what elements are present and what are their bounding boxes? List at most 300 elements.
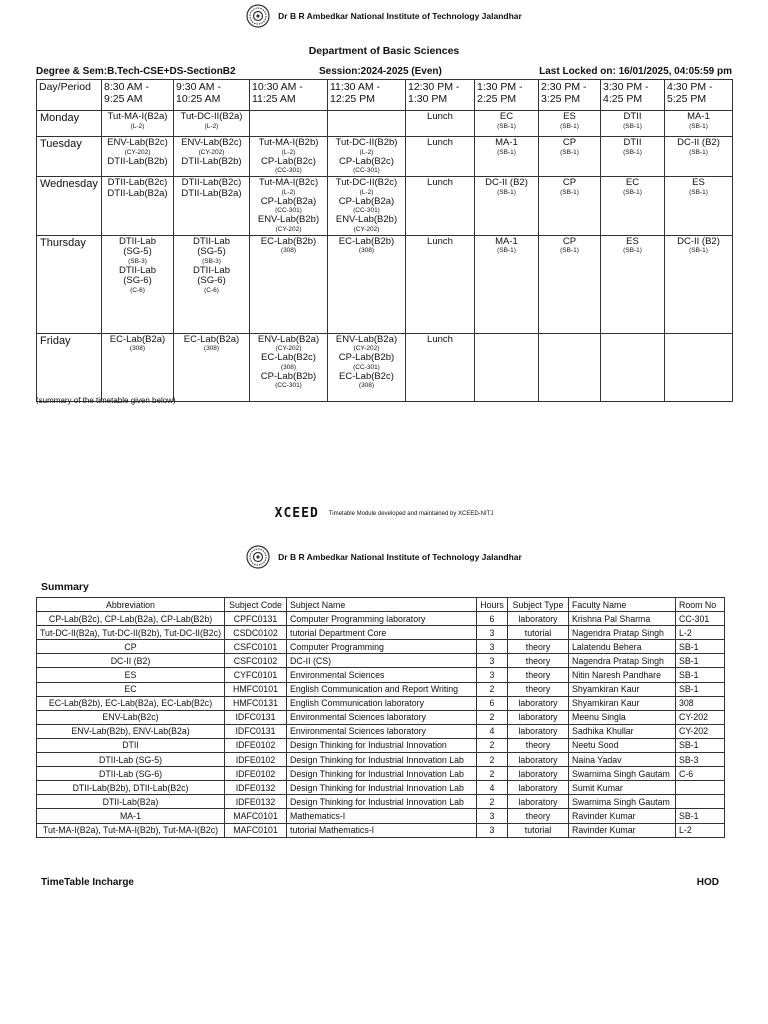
summary-cell: 3 [477,654,508,668]
day-label: Thursday [37,235,102,333]
summary-cell: SB-1 [676,738,725,752]
summary-cell: SB-1 [676,654,725,668]
summary-cell: Environmental Sciences laboratory [287,724,477,738]
room-label: (308) [358,382,375,389]
course-entry: ES [626,235,639,247]
summary-cell: DTII-Lab(B2b), DTII-Lab(B2c) [37,781,225,795]
room-label: (CC-301) [353,207,380,214]
summary-row [37,823,725,837]
summary-cell: CP [37,640,225,654]
summary-cell: CPFC0131 [225,612,287,626]
summary-cell: SB-1 [676,682,725,696]
summary-column-header: Subject Type [508,598,569,612]
course-entry: EC-Lab(B2c) [339,370,394,382]
course-entry: Tut-DC-II(B2a) [180,111,243,122]
room-label: (SB-3) [128,257,147,265]
room-label: (L-2) [359,188,374,196]
summary-column-header: Faculty Name [569,598,676,612]
lunch-label: Lunch [427,235,453,247]
summary-cell: tutorial [508,823,569,837]
period-header-line: 1:30 PM - [477,81,523,93]
summary-row [37,795,725,809]
period-header [328,80,406,111]
summary-cell: IDFC0131 [225,724,287,738]
summary-cell: ENV-Lab(B2c) [37,710,225,724]
summary-cell: MAFC0101 [225,823,287,837]
course-entry: DTII-Lab(B2a) [107,187,168,199]
room-label: (CC-301) [353,167,380,174]
summary-cell: laboratory [508,696,569,710]
institute-name: Dr B R Ambedkar National Institute of Technology Jalandhar [278,11,522,21]
timetable-cell [601,235,665,333]
summary-cell: theory [508,668,569,682]
period-header [406,80,475,111]
summary-cell: Tut-MA-I(B2a), Tut-MA-I(B2b), Tut-MA-I(B2c) [37,823,225,837]
timetable-cell [406,137,475,177]
period-header-line: Day/Period [39,81,91,93]
room-label: (CC-301) [275,382,302,389]
institute-header-2 [0,545,768,569]
summary-cell: 2 [477,738,508,752]
timetable-cell [250,111,328,137]
timetable-cell [102,333,174,401]
course-entry: EC-Lab(B2a) [183,333,240,345]
summary-column-header: Hours [477,598,508,612]
summary-cell: Lalatendu Behera [569,640,676,654]
summary-cell: English Communication and Report Writing [287,682,477,696]
room-label: (CY-202) [275,225,302,233]
summary-cell: CYFC0101 [225,668,287,682]
room-label: (L-2) [281,148,296,156]
summary-cell: Sumit Kumar [569,781,676,795]
summary-cell: ENV-Lab(B2b), ENV-Lab(B2a) [37,724,225,738]
summary-row [37,668,725,682]
timetable-cell [406,111,475,137]
period-header [601,80,665,111]
summary-cell: DTII [37,738,225,752]
period-header-line: 9:30 AM - [176,81,221,93]
room-label: (SB-1) [623,122,642,130]
summary-cell: SB-1 [676,668,725,682]
room-label: (SB-1) [623,247,642,254]
timetable-cell [665,333,733,401]
summary-row [37,767,725,781]
timetable-cell [539,177,601,236]
summary-column-header: Subject Code [225,598,287,612]
institute-seal-icon [246,545,270,569]
summary-cell: laboratory [508,795,569,809]
period-header-line: 8:30 AM - [104,81,149,93]
summary-column-header: Subject Name [287,598,477,612]
period-header-line: 11:25 AM [252,93,296,105]
timetable-cell [665,111,733,137]
timetable-header-row [37,80,733,111]
course-entry: ES [563,111,576,122]
timetable-cell [665,235,733,333]
summary-cell: CSDC0102 [225,626,287,640]
room-label: (SB-1) [560,247,579,254]
course-entry: DTII-Lab(B2c) [107,177,168,188]
period-header [174,80,250,111]
course-entry: EC-Lab(B2b) [260,235,317,247]
hod-label: HOD [696,877,719,888]
summary-cell: laboratory [508,612,569,626]
course-entry: MA-1 [687,111,710,122]
summary-cell: theory [508,738,569,752]
timetable-cell [174,137,250,177]
period-header [102,80,174,111]
timetable-cell [601,111,665,137]
period-header [37,80,102,111]
course-entry: DTII-Lab(B2b) [107,155,168,167]
period-header-line: 10:30 AM - [252,81,303,93]
summary-row [37,640,725,654]
summary-cell: 3 [477,640,508,654]
course-entry: EC-Lab(B2b) [338,235,395,247]
course-entry: DC-II (B2) [485,177,528,188]
summary-cell: 3 [477,823,508,837]
summary-cell: EC-Lab(B2b), EC-Lab(B2a), EC-Lab(B2c) [37,696,225,710]
summary-cell: theory [508,682,569,696]
summary-cell: MA-1 [37,809,225,823]
course-entry: EC [625,177,640,188]
summary-row [37,710,725,724]
timetable-cell [250,235,328,333]
summary-cell: C-6 [676,767,725,781]
room-label: (SB-1) [497,188,516,196]
summary-cell: Naina Yadav [569,753,676,767]
course-entry: (SG-6) [197,275,226,286]
course-entry: DTII-Lab [193,264,230,276]
room-label: (SB-1) [689,122,708,130]
summary-cell: 2 [477,682,508,696]
room-label: (L-2) [281,188,296,196]
summary-cell: laboratory [508,724,569,738]
room-label: (CC-301) [353,363,380,371]
room-label: (SB-1) [497,247,516,254]
summary-cell: IDFE0132 [225,781,287,795]
summary-cell: 6 [477,612,508,626]
room-label: (C-6) [204,286,219,294]
summary-cell: SB-1 [676,640,725,654]
summary-cell: ES [37,668,225,682]
summary-cell: Neetu Sood [569,738,676,752]
summary-title: Summary [41,581,89,593]
summary-row [37,682,725,696]
course-entry: EC-Lab(B2a) [109,333,166,345]
period-header-line: 3:25 PM [541,93,581,105]
summary-cell [676,781,725,795]
timetable-cell [601,177,665,236]
xceed-credit-text: Timetable Module developed and maintained by XCEED-NITJ [328,510,494,517]
summary-cell: Computer Programming [287,640,477,654]
room-label: (SB-1) [560,188,579,196]
course-entry: CP [562,137,577,148]
summary-row [37,724,725,738]
course-entry: Tut-DC-II(B2c) [335,177,398,188]
summary-row [37,696,725,710]
summary-cell: 3 [477,809,508,823]
course-entry: CP [562,235,577,247]
summary-cell: Shyamkiran Kaur [569,696,676,710]
timetable-row [37,235,733,333]
institute-name: Dr B R Ambedkar National Institute of Technology Jalandhar [278,552,522,562]
room-label: (CY-202) [353,225,380,233]
day-label: Monday [37,111,102,137]
timetable-cell [174,333,250,401]
summary-cell: MAFC0101 [225,809,287,823]
timetable-grid [36,79,733,402]
room-label: (308) [280,247,297,254]
summary-cell: theory [508,640,569,654]
summary-note: (summary of the timetable given below) [36,396,176,405]
room-label: (CY-202) [124,148,151,156]
course-entry: ENV-Lab(B2b) [257,214,320,225]
timetable-cell [406,235,475,333]
room-label: (SB-1) [623,188,642,196]
timetable-cell [328,111,406,137]
summary-cell: Design Thinking for Industrial Innovation Lab [287,795,477,809]
summary-cell: DTII-Lab (SG-5) [37,753,225,767]
room-label: (C-6) [130,286,145,294]
summary-cell: SB-1 [676,809,725,823]
summary-row [37,626,725,640]
summary-cell: English Communication laboratory [287,696,477,710]
lunch-label: Lunch [427,333,453,345]
summary-cell: tutorial Department Core [287,626,477,640]
period-header-line: 4:30 PM - [667,81,713,93]
course-entry: DC-II (B2) [677,137,720,148]
course-entry: CP [562,177,577,188]
course-entry: CP-Lab(B2c) [339,155,394,167]
summary-cell: 2 [477,767,508,781]
lunch-label: Lunch [427,177,453,188]
summary-cell: Swarnima Singh Gautam [569,795,676,809]
summary-cell: DTII-Lab (SG-6) [37,767,225,781]
timetable-cell [475,333,539,401]
period-header [665,80,733,111]
summary-row [37,781,725,795]
summary-cell: laboratory [508,767,569,781]
room-label: (CY-202) [198,148,225,156]
period-header-line: 10:25 AM [176,93,221,105]
timetable-cell [102,235,174,333]
room-label: (CY-202) [353,345,380,352]
period-header [250,80,328,111]
period-header-line: 1:30 PM [408,93,448,105]
xceed-credit [0,506,768,521]
timetable-cell [250,137,328,177]
summary-cell [676,795,725,809]
summary-row [37,738,725,752]
course-entry: Tut-MA-I(B2b) [258,137,319,148]
course-entry: CP-Lab(B2c) [261,155,316,167]
summary-row [37,612,725,626]
summary-cell: IDFE0102 [225,753,287,767]
summary-cell: Ravinder Kumar [569,823,676,837]
course-entry: CP-Lab(B2a) [338,195,395,207]
timetable-cell [601,333,665,401]
xceed-logo: XCEED [274,506,319,521]
summary-cell: 4 [477,724,508,738]
timetable-cell [475,137,539,177]
timetable-row [37,137,733,177]
summary-cell: Krishna Pal Sharma [569,612,676,626]
period-header-line: 11:30 AM - [330,81,380,93]
day-label: Friday [37,333,102,401]
period-header-line: 9:25 AM [104,93,143,105]
course-entry: Tut-DC-II(B2b) [335,137,398,148]
summary-cell: tutorial Mathematics-I [287,823,477,837]
timetable-cell [174,235,250,333]
summary-cell: Computer Programming laboratory [287,612,477,626]
summary-cell: laboratory [508,710,569,724]
timetable-row [37,111,733,137]
room-label: (SB-1) [560,122,579,130]
course-entry: EC [499,111,514,122]
course-entry: DTII [623,137,642,148]
timetable-cell [174,111,250,137]
timetable-cell [475,111,539,137]
summary-header-row [37,598,725,612]
room-label: (CY-202) [275,345,302,352]
summary-cell: CY-202 [676,710,725,724]
timetable-cell [328,235,406,333]
course-entry: DTII-Lab [119,264,156,276]
course-entry: (SG-5) [197,246,226,257]
course-entry: DC-II (B2) [677,235,720,247]
period-header-line: 2:25 PM [477,93,517,105]
summary-cell: L-2 [676,823,725,837]
course-entry: ENV-Lab(B2b) [335,214,398,225]
course-entry: DTII-Lab(B2c) [181,177,242,188]
timetable-cell [174,177,250,236]
room-label: (SB-3) [202,257,221,265]
timetable-cell [102,111,174,137]
summary-cell: 4 [477,781,508,795]
period-header-line: 5:25 PM [667,93,707,105]
summary-cell: IDFE0102 [225,767,287,781]
summary-cell: CP-Lab(B2c), CP-Lab(B2a), CP-Lab(B2b) [37,612,225,626]
timetable-cell [102,177,174,236]
period-header [475,80,539,111]
summary-cell: Nagendra Pratap Singh [569,626,676,640]
course-entry: ENV-Lab(B2a) [257,333,320,345]
room-label: (308) [203,345,220,352]
summary-cell: Design Thinking for Industrial Innovation Lab [287,781,477,795]
timetable-cell [102,137,174,177]
room-label: (SB-1) [689,247,708,254]
room-label: (SB-1) [497,122,516,130]
timetable-cell [539,137,601,177]
summary-cell: 2 [477,795,508,809]
summary-cell: DC-II (B2) [37,654,225,668]
timetable-incharge-label: TimeTable Incharge [41,877,134,888]
course-entry: CP-Lab(B2a) [260,195,317,207]
period-header-line: 4:25 PM [603,93,643,105]
summary-cell: Design Thinking for Industrial Innovation [287,738,477,752]
timetable-cell [539,111,601,137]
course-entry: (SG-5) [123,246,152,257]
course-entry: ENV-Lab(B2c) [107,137,168,148]
summary-row [37,809,725,823]
timetable-cell [328,177,406,236]
session: Session:2024-2025 (Even) [319,66,442,77]
room-label: (L-2) [130,122,145,130]
summary-cell: HMFC0131 [225,696,287,710]
summary-cell: 308 [676,696,725,710]
timetable-row [37,333,733,401]
course-entry: MA-1 [495,235,518,247]
summary-cell: 3 [477,668,508,682]
period-header-line: 3:30 PM - [603,81,649,93]
summary-cell: EC [37,682,225,696]
room-label: (308) [358,247,375,254]
course-entry: Tut-MA-I(B2c) [258,177,319,188]
summary-cell: Design Thinking for Industrial Innovation Lab [287,753,477,767]
period-header-line: 12:30 PM - [408,81,460,93]
course-entry: DTII-Lab(B2b) [181,155,242,167]
course-entry: DTII-Lab(B2a) [181,187,242,199]
summary-cell: IDFC0131 [225,710,287,724]
summary-table [36,597,725,838]
room-label: (CC-301) [275,167,302,174]
summary-cell: Shyamkiran Kaur [569,682,676,696]
summary-cell: L-2 [676,626,725,640]
room-label: (308) [280,363,297,371]
timetable-cell [475,235,539,333]
summary-cell: SB-3 [676,753,725,767]
room-label: (L-2) [359,148,374,156]
timetable-cell [250,177,328,236]
summary-cell: CC-301 [676,612,725,626]
summary-cell: theory [508,654,569,668]
summary-cell: HMFC0101 [225,682,287,696]
course-entry: DTII-Lab [119,235,156,247]
period-header-line: 12:25 PM [330,93,375,105]
timetable-cell [665,137,733,177]
course-entry: ENV-Lab(B2a) [335,333,398,345]
last-locked: Last Locked on: 16/01/2025, 04:05:59 pm [539,66,732,77]
course-entry: ES [692,177,705,188]
summary-cell: Design Thinking for Industrial Innovation Lab [287,767,477,781]
room-label: (SB-1) [689,188,708,196]
institute-header [0,4,768,28]
degree-sem: Degree & Sem:B.Tech-CSE+DS-SectionB2 [36,66,236,77]
summary-cell: CSFC0102 [225,654,287,668]
summary-column-header: Room No [676,598,725,612]
summary-cell: 6 [477,696,508,710]
summary-cell: theory [508,809,569,823]
summary-cell: Nagendra Pratap Singh [569,654,676,668]
course-entry: DTII-Lab [193,235,230,247]
summary-row [37,654,725,668]
timetable-cell [406,177,475,236]
course-entry: ENV-Lab(B2c) [181,137,242,148]
course-entry: CP-Lab(B2b) [260,370,317,382]
course-entry: (SG-6) [123,275,152,286]
timetable-cell [539,235,601,333]
summary-row [37,753,725,767]
summary-cell: CSFC0101 [225,640,287,654]
timetable-cell [328,333,406,401]
summary-cell: Sadhika Khullar [569,724,676,738]
timetable-cell [601,137,665,177]
day-label: Tuesday [37,137,102,177]
day-label: Wednesday [37,177,102,236]
summary-cell: 3 [477,626,508,640]
course-entry: CP-Lab(B2b) [338,352,395,363]
